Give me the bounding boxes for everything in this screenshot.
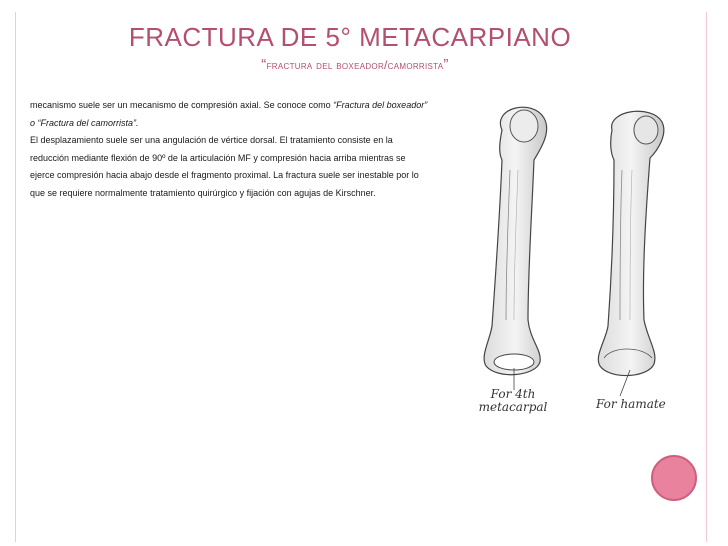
figure-label-left: For 4th metacarpal — [478, 387, 548, 414]
subtitle-close-quote: ” — [443, 56, 449, 73]
paragraph-1 — [30, 100, 454, 112]
left-bone-shape — [484, 107, 547, 390]
paragraph-2 — [30, 118, 454, 130]
figure-label-right: For hamate — [596, 397, 666, 411]
right-bone-shape — [598, 111, 663, 396]
paragraph-1-plain: mecanismo suele ser un mecanismo de compresión axial. Se conoce como — [30, 100, 334, 110]
paragraph-3: El desplazamiento suele ser una angulación de vértice dorsal. El tratamiento consiste en la — [30, 135, 393, 145]
subtitle-text: fractura del boxeador/camorrista — [266, 58, 444, 72]
slide-title: FRACTURA DE 5° METACARPIANO — [128, 22, 572, 52]
frame-line-right — [706, 12, 707, 542]
slide-subtitle — [190, 56, 520, 73]
paragraph-1-italic: “Fractura del boxeador” — [333, 100, 428, 110]
decorative-circle — [651, 455, 697, 501]
body-text — [30, 100, 454, 205]
paragraph-6: que se requiere normalmente tratamiento quirúrgico y fijación con agujas de Kirschner. — [30, 187, 376, 198]
paragraph-5: ejerce compresión hacia abajo desde el fragmento proximal. La fractura suele ser inestable por lo — [30, 170, 419, 180]
paragraph-2-italic: o “Fractura del camorrista”. — [30, 117, 139, 128]
paragraph-4: reducción mediante flexión de 90º de la articulación MF y compresión hacia arriba mientras se — [30, 152, 406, 163]
frame-line-left — [15, 12, 16, 542]
metacarpal-bone-illustration — [462, 100, 700, 430]
subtitle-open-quote: “ — [261, 56, 267, 73]
